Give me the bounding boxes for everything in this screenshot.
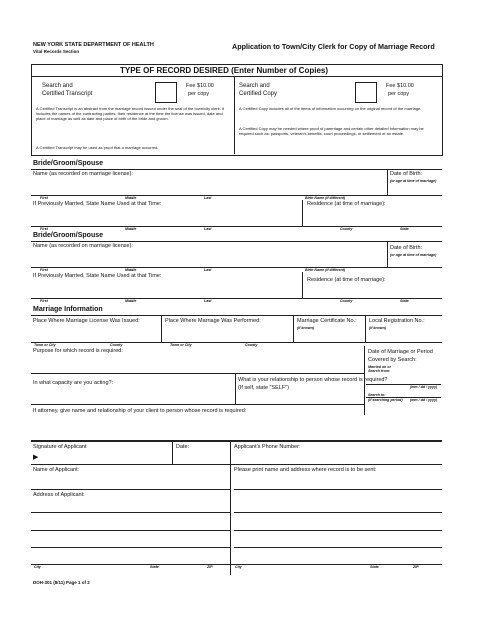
local-reg-note: (if known) <box>369 326 386 330</box>
copy-fee-2: per copy <box>388 91 410 97</box>
license-place-label: Place Where Marriage License Was Issued: <box>33 318 140 324</box>
dept-name: NEW YORK STATE DEPARTMENT OF HEALTH <box>33 42 154 48</box>
spouse2-first-2: First <box>40 299 48 303</box>
search-from: Search from: <box>368 369 391 373</box>
transcript-desc: A Certified Transcript is an abstract from the marriage record issued under the seal of the town/city clerk. It includes the names of the contracting parties, their residence at the time the license was issued, date and place of marriage as well as date and place of birth of the bride and groom. <box>36 106 225 121</box>
transcript-note: A Certified Transcript may be used as proof that a marriage occurred. <box>36 145 159 150</box>
copy-note: A Certified Copy may be needed where proof of parentage and certain other detailed information may be required such as: passports, veteran's benefits, court proceedings, or settlement of an estate. <box>239 126 424 136</box>
search-from-format: (mm / dd / yyyy) <box>410 385 438 389</box>
transcript-label-2: Certified Transcript <box>42 91 93 97</box>
spouse1-name-label: Name (as recorded on marriage license): <box>33 171 133 177</box>
name-input[interactable] <box>33 475 227 488</box>
signature-label: Signature of Applicant <box>33 444 87 450</box>
search-to-format: (mm / dd / yyyy) <box>410 398 438 402</box>
local-reg-label: Local Registration No.: <box>369 318 425 324</box>
spouse1-birth-name: Birth Name (if different) <box>305 196 346 200</box>
spouse1-last: Last <box>204 196 212 200</box>
cert-no-input[interactable] <box>297 332 362 341</box>
spouse2-name-input[interactable] <box>33 250 385 266</box>
cert-no-label: Marriage Certificate No.: <box>297 318 357 324</box>
license-place-input[interactable] <box>33 326 158 340</box>
copy-copies-input[interactable] <box>355 82 377 103</box>
spouse2-dob-note: (or age at time of marriage) <box>390 253 437 257</box>
signature-input[interactable] <box>45 451 170 463</box>
spouse2-state: State <box>400 299 409 303</box>
relationship-input[interactable] <box>238 393 360 403</box>
spouse1-first-2: First <box>40 227 48 231</box>
section-name: Vital Records Section <box>33 49 80 54</box>
spouse2-residence-input[interactable] <box>307 285 439 297</box>
name-label: Name of Applicant: <box>33 467 80 473</box>
cert-no-note: (if known) <box>297 326 314 330</box>
spouse2-county: County <box>340 299 353 303</box>
date-period-2: Covered by Search: <box>368 357 417 363</box>
date-period-1: Date of Marriage or Period <box>368 349 433 355</box>
transcript-fee-2: per copy <box>188 91 210 97</box>
capacity-input[interactable] <box>33 388 231 402</box>
transcript-fee-1: Fee $10.00 <box>186 83 214 89</box>
performed-place-input[interactable] <box>165 326 290 340</box>
spouse2-first: First <box>40 268 48 272</box>
spouse2-prev-label: If Previously Married, State Name Used at that Time: <box>33 273 162 279</box>
spouse1-middle-2: Middle <box>125 227 137 231</box>
spouse2-name-label: Name (as recorded on marriage license): <box>33 243 133 249</box>
spouse2-dob-label: Date of Birth: <box>390 245 423 251</box>
attorney-label: If attorney, give name and relationship of your client to person whose record is required: <box>33 408 247 414</box>
print-note: Please print name and address where record is to be sent: <box>234 467 377 473</box>
address-label: Address of Applicant: <box>33 492 85 498</box>
form-number: DOH-301 (8/11) Page 1 of 2 <box>33 580 90 585</box>
address-input[interactable] <box>33 500 227 562</box>
license-county: County <box>110 343 123 347</box>
spouse1-residence-input[interactable] <box>307 209 439 225</box>
form-title: Application to Town/City Clerk for Copy of Marriage Record <box>232 42 435 51</box>
spouse2-residence-label: Residence (at time of marriage): <box>307 277 386 283</box>
attorney-input[interactable] <box>33 416 439 438</box>
married-on: Married on or <box>368 365 391 369</box>
performed-town: Town or City <box>170 343 192 347</box>
spouse2-dob-input[interactable] <box>390 258 440 266</box>
spouse1-prev-input[interactable] <box>33 209 298 225</box>
if-period: (if searching period) <box>368 398 403 402</box>
spouse1-middle: Middle <box>125 196 137 200</box>
transcript-label-1: Search and <box>42 83 73 89</box>
spouse2-middle-2: Middle <box>125 299 137 303</box>
mail-address-input[interactable] <box>234 500 439 562</box>
spouse2-birth-name: Birth Name (if different) <box>305 268 346 272</box>
spouse1-state: State <box>400 227 409 231</box>
copy-fee-1: Fee $10.00 <box>386 83 414 89</box>
arrow-icon: ▶ <box>33 454 39 461</box>
spouse1-prev-label: If Previously Married, State Name Used at that Time: <box>33 201 162 207</box>
spouse2-heading: Bride/Groom/Spouse <box>33 232 104 239</box>
purpose-label: Purpose for which record is required: <box>33 348 123 354</box>
copy-label-1: Search and <box>239 83 270 89</box>
spouse1-dob-label: Date of Birth: <box>390 171 423 177</box>
spouse2-prev-input[interactable] <box>33 281 298 297</box>
spouse1-residence-label: Residence (at time of marriage): <box>307 201 386 207</box>
spouse2-middle: Middle <box>125 268 137 272</box>
purpose-input[interactable] <box>33 356 361 372</box>
spouse1-last-2: Last <box>204 227 212 231</box>
search-to: Search to: <box>368 393 386 397</box>
phone-label: Applicant's Phone Number: <box>234 444 301 450</box>
spouse1-heading: Bride/Groom/Spouse <box>33 160 104 167</box>
state-label: State <box>150 565 159 569</box>
zip-label: ZIP <box>207 565 213 569</box>
marriage-heading: Marriage Information <box>33 306 103 313</box>
phone-input[interactable] <box>234 451 439 463</box>
performed-county: County <box>245 343 258 347</box>
capacity-label: In what capacity are you acting?: <box>33 380 114 386</box>
spouse2-last-2: Last <box>204 299 212 303</box>
city-label-2: City <box>235 565 242 569</box>
if-self-label: (If self, state "SELF") <box>238 385 289 391</box>
zip-label-2: ZIP <box>413 565 419 569</box>
spouse1-first: First <box>40 196 48 200</box>
mail-name-input[interactable] <box>234 475 439 488</box>
spouse1-county: County <box>340 227 353 231</box>
performed-place-label: Place Where Marriage Was Performed: <box>165 318 261 324</box>
record-type-heading: TYPE OF RECORD DESIRED (Enter Number of Copies) <box>120 66 329 75</box>
city-label: City <box>34 565 41 569</box>
date-label: Date: <box>176 444 190 450</box>
license-town: Town or City <box>34 343 56 347</box>
copy-desc: A Certified Copy includes all of the items of information occurring on the original record of the marriage. <box>239 106 422 111</box>
relationship-label: What is your relationship to person whose record is required? <box>238 377 388 383</box>
local-reg-input[interactable] <box>369 332 439 341</box>
spouse2-last: Last <box>204 268 212 272</box>
state-label-2: State <box>370 565 379 569</box>
copy-label-2: Certified Copy <box>239 91 278 97</box>
spouse1-name-input[interactable] <box>33 178 385 194</box>
date-input[interactable] <box>176 451 228 463</box>
transcript-copies-input[interactable] <box>155 82 177 103</box>
spouse1-dob-note: (or age at time of marriage) <box>390 179 437 183</box>
spouse1-dob-input[interactable] <box>390 184 440 194</box>
